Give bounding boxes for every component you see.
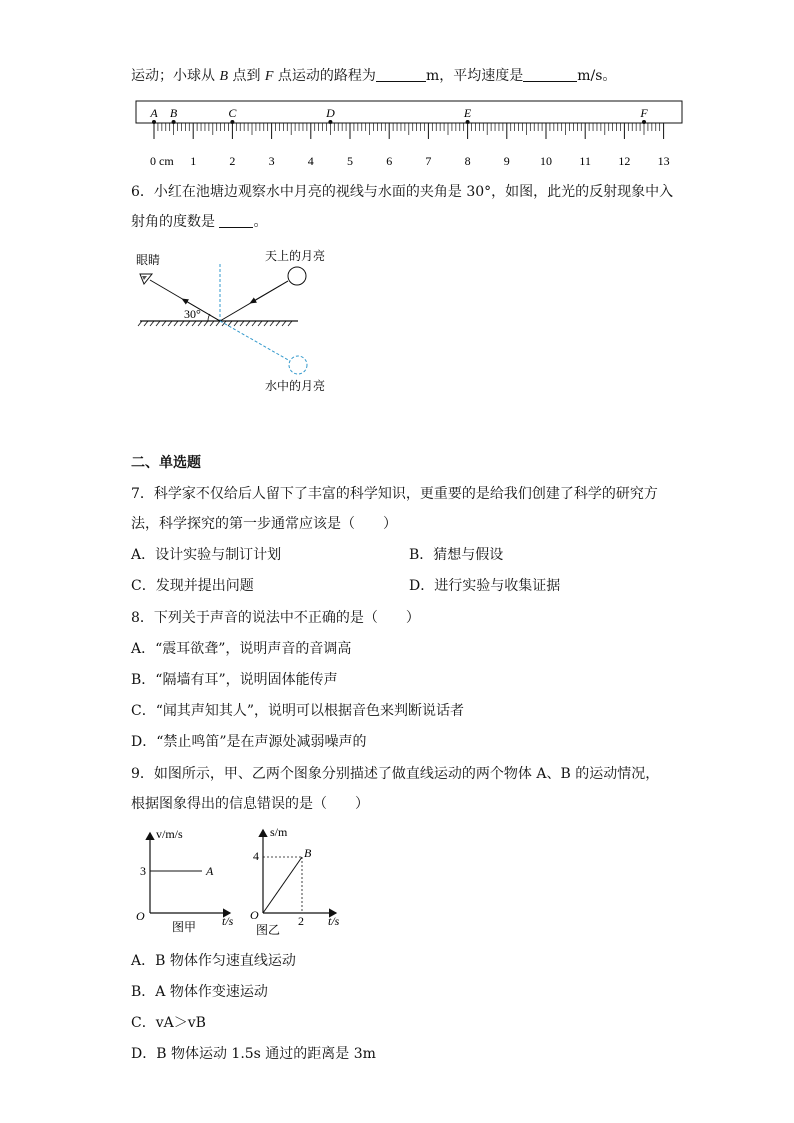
water-hatch-mark xyxy=(186,321,190,326)
ruler-point-dot xyxy=(230,120,234,124)
water-hatch-mark xyxy=(228,321,232,326)
ruler-tick-label: 2 xyxy=(229,154,236,168)
ruler-tick-label: 5 xyxy=(347,154,353,168)
ruler-point-label: B xyxy=(169,106,178,120)
q5-text-5: m/s。 xyxy=(577,68,617,84)
q8-option-c[interactable]: C．“闻其声知其人”，说明可以根据音色来判断说话者 xyxy=(131,703,465,719)
ruler-tick-label: 6 xyxy=(386,154,393,168)
graph-jia-caption: 图甲 xyxy=(172,920,197,934)
ruler-point-label: D xyxy=(326,106,335,120)
graph-jia xyxy=(130,825,250,940)
water-hatch-mark xyxy=(168,321,172,326)
q6-text-a: 射角的度数是 xyxy=(131,214,215,230)
section-title: 二、单选题 xyxy=(131,455,201,471)
eye-label: 眼睛 xyxy=(136,253,161,267)
water-hatch-mark xyxy=(264,321,268,326)
q6-line-1: 6．小红在池塘边观察水中月亮的视线与水面的夹角是 30°，如图，此光的反射现象中入 xyxy=(131,184,674,200)
q5-blank-speed[interactable] xyxy=(523,67,577,82)
graph-yi-ylabel: s/m xyxy=(270,825,288,839)
water-hatch-mark xyxy=(270,321,274,326)
eye-icon xyxy=(140,274,152,284)
water-hatch-mark xyxy=(252,321,256,326)
q9-option-c[interactable]: C．vA＞vB xyxy=(131,1015,206,1031)
ruler-point-dot xyxy=(152,120,156,124)
ruler-tick-label: 1 xyxy=(190,154,197,168)
water-hatch-mark xyxy=(198,321,202,326)
ruler-body xyxy=(136,101,682,123)
water-hatch-mark xyxy=(180,321,184,326)
q5-text-1: 运动；小球从 xyxy=(131,68,220,84)
ruler-point-dot xyxy=(466,120,470,124)
q7-option-c[interactable]: C．发现并提出问题 xyxy=(131,578,254,594)
ruler-point-dot xyxy=(328,120,332,124)
ruler-point-label: A xyxy=(150,106,158,120)
q5-text-2: 点到 xyxy=(228,68,265,84)
q5-text-3: 点运动的路程为 xyxy=(273,68,376,84)
water-hatch-mark xyxy=(288,321,292,326)
ruler-point-label: E xyxy=(463,106,472,120)
water-hatch-mark xyxy=(174,321,178,326)
q7-line-1: 7．科学家不仅给后人留下了丰富的科学知识，更重要的是给我们创建了科学的研究方 xyxy=(131,486,658,502)
q8-option-d[interactable]: D．“禁止鸣笛”是在声源处减弱噪声的 xyxy=(131,734,367,750)
water-hatch-mark xyxy=(204,321,208,326)
angle-label: 30° xyxy=(184,307,201,321)
moon-water-label: 水中的月亮 xyxy=(265,379,326,393)
ruler-tick-label: 3 xyxy=(268,154,275,168)
water-hatch-mark xyxy=(282,321,286,326)
graph-jia-xlabel: t/s xyxy=(222,914,234,928)
ruler-tick-label: 7 xyxy=(425,154,432,168)
q6-line-2 xyxy=(131,212,267,232)
water-hatch-mark xyxy=(240,321,244,326)
water-hatch-mark xyxy=(210,321,214,326)
ruler-labels xyxy=(150,154,670,168)
water-hatch-mark xyxy=(216,321,220,326)
water-hatch-mark xyxy=(258,321,262,326)
graph-jia-value: 3 xyxy=(140,864,146,878)
q9-line-2: 根据图象得出的信息错误的是（ ） xyxy=(131,796,369,812)
q5-point-b: B xyxy=(219,69,229,84)
moon-sky-label: 天上的月亮 xyxy=(265,249,326,263)
ruler-ticks xyxy=(154,123,664,139)
water-hatch xyxy=(138,321,292,326)
incident-ray-arrow xyxy=(252,281,288,302)
ruler-tick-label: 10 xyxy=(540,154,552,168)
water-hatch-mark xyxy=(234,321,238,326)
graph-yi-value-s: 4 xyxy=(253,849,259,863)
water-hatch-mark xyxy=(144,321,148,326)
water-hatch-mark xyxy=(162,321,166,326)
graph-yi-origin: O xyxy=(250,908,259,922)
graph-yi-line-b xyxy=(263,857,302,913)
reflection-figure xyxy=(130,248,370,398)
ruler-tick-label: 9 xyxy=(503,154,510,168)
moon-sky-icon xyxy=(288,267,306,285)
graph-jia-origin: O xyxy=(136,909,145,923)
virtual-ray xyxy=(220,321,290,361)
ruler-tick-label: 0 cm xyxy=(150,154,174,168)
q5-point-f: F xyxy=(264,69,274,84)
q7-option-b[interactable]: B．猜想与假设 xyxy=(409,547,504,563)
q9-line-1: 9．如图所示，甲、乙两个图象分别描述了做直线运动的两个物体 A、B 的运动情况， xyxy=(131,766,660,782)
water-hatch-mark xyxy=(192,321,196,326)
angle-arc xyxy=(208,314,210,321)
water-hatch-mark xyxy=(156,321,160,326)
water-hatch-mark xyxy=(222,321,226,326)
q8-option-a[interactable]: A．“震耳欲聋”，说明声音的音调高 xyxy=(131,641,352,657)
water-hatch-mark xyxy=(276,321,280,326)
q7-line-2: 法，科学探究的第一步通常应该是（ ） xyxy=(131,516,397,532)
graph-yi-value-t: 2 xyxy=(298,914,304,928)
graph-yi-caption: 图乙 xyxy=(256,923,281,937)
ruler-point-label: F xyxy=(640,106,648,120)
q8-stem: 8．下列关于声音的说法中不正确的是（ ） xyxy=(131,610,420,626)
ruler-tick-label: 11 xyxy=(579,154,591,168)
ruler-tick-label: 4 xyxy=(307,154,314,168)
q6-text-b: 。 xyxy=(253,214,268,230)
water-hatch-mark xyxy=(246,321,250,326)
ruler-point-dot xyxy=(642,120,646,124)
water-hatch-mark xyxy=(138,321,142,326)
ruler-point-label: C xyxy=(228,106,237,120)
q5-text-4: m，平均速度是 xyxy=(425,68,524,84)
q7-option-d[interactable]: D．进行实验与收集证据 xyxy=(409,578,561,594)
graph-yi xyxy=(248,822,358,942)
ruler-tick-label: 8 xyxy=(464,154,471,168)
graph-jia-line-label: A xyxy=(206,864,214,878)
ruler-figure xyxy=(130,98,690,178)
q5-blank-distance[interactable] xyxy=(376,67,426,82)
q5-line xyxy=(131,66,616,87)
q7-option-a[interactable]: A．设计实验与制订计划 xyxy=(131,547,282,563)
q9-option-a[interactable]: A．B 物体作匀速直线运动 xyxy=(131,953,296,969)
ruler-tick-label: 13 xyxy=(657,154,670,168)
graph-yi-line-label: B xyxy=(304,846,312,860)
moon-water-icon xyxy=(289,356,307,374)
q8-option-b[interactable]: B．“隔墙有耳”，说明固体能传声 xyxy=(131,672,338,688)
ruler-point-dot xyxy=(172,120,176,124)
graph-jia-ylabel: v/m/s xyxy=(156,827,183,841)
ruler-tick-label: 12 xyxy=(618,154,631,168)
graph-yi-xlabel: t/s xyxy=(328,914,340,928)
water-hatch-mark xyxy=(150,321,154,326)
q9-option-b[interactable]: B．A 物体作变速运动 xyxy=(131,984,268,1000)
q6-blank-angle[interactable] xyxy=(219,213,253,228)
q9-option-d[interactable]: D．B 物体运动 1.5s 通过的距离是 3m xyxy=(131,1046,376,1062)
